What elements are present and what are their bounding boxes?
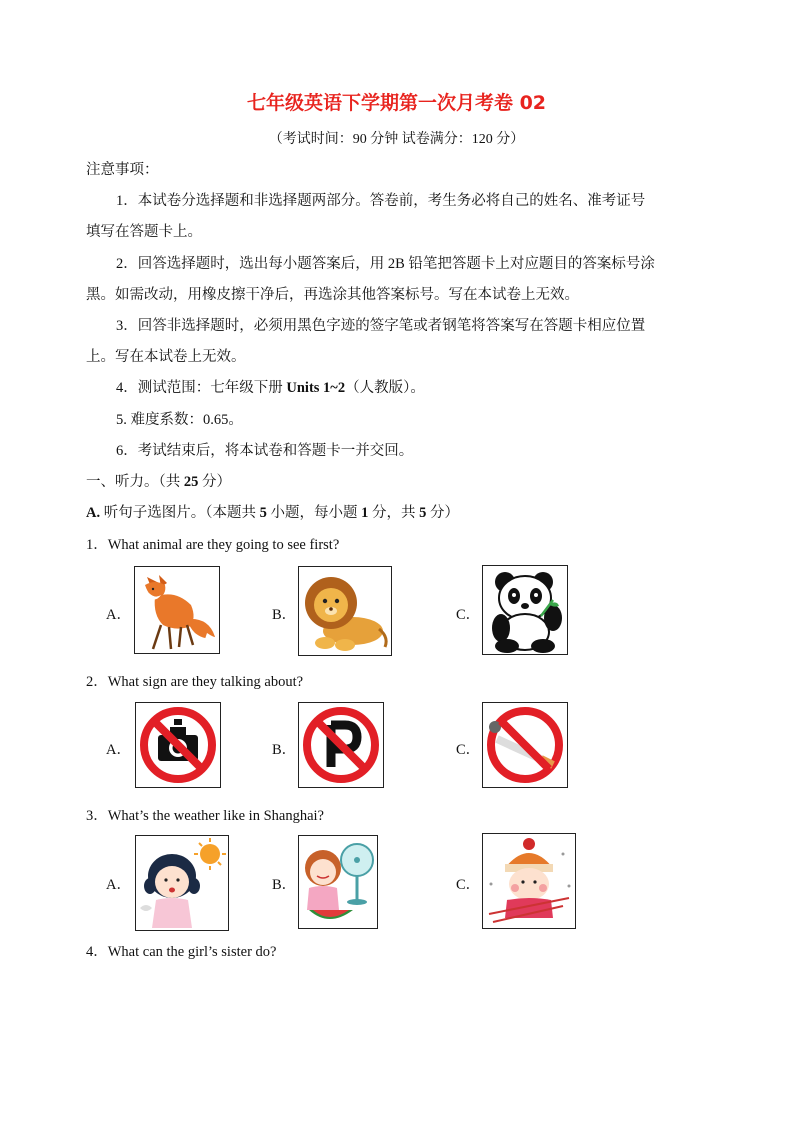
- note-4-units: Units 1~2: [286, 380, 346, 396]
- page-title: 七年级英语下学期第一次月考卷 02: [246, 92, 547, 114]
- q1-option-b[interactable]: B．: [272, 607, 297, 623]
- note-1a: 1．本试卷分选择题和非选择题两部分。答卷前，考生务必将自己的姓名、准考证号: [116, 193, 646, 209]
- notes-heading: 注意事项：: [86, 162, 159, 178]
- part-a-each: 1: [361, 505, 369, 521]
- part-a-heading: [86, 503, 459, 523]
- note-2b: 黑。如需改动，用橡皮擦干净后，再选涂其他答案标号。写在本试卷上无效。: [86, 287, 579, 303]
- section-heading-pre: 一、听力。（共: [86, 474, 184, 490]
- section-heading-score: 25: [183, 474, 199, 490]
- question-4: 4．What can the girl’s sister do?: [86, 944, 277, 960]
- hot-girl-sun-icon[interactable]: [135, 835, 229, 931]
- note-6: 6．考试结束后，将本试卷和答题卡一并交回。: [116, 443, 414, 459]
- q2-option-a[interactable]: A．: [106, 742, 131, 758]
- note-4: [116, 378, 425, 398]
- part-a-count: 5: [259, 505, 267, 521]
- part-a-total: 5: [419, 505, 427, 521]
- note-1b: 填写在答题卡上。: [86, 224, 202, 240]
- q3-option-a[interactable]: A．: [106, 877, 131, 893]
- girl-cold-snow-icon[interactable]: [482, 833, 576, 929]
- note-5: 5. 难度系数：0.65。: [116, 412, 243, 428]
- girl-fan-watermelon-icon[interactable]: [298, 835, 378, 929]
- panda-icon[interactable]: [482, 565, 568, 655]
- exam-info: （考试时间：90 分钟 试卷满分：120 分）: [268, 132, 525, 147]
- no-parking-sign-icon[interactable]: [298, 702, 384, 788]
- q3-option-c[interactable]: C．: [456, 877, 481, 893]
- part-a-text: 听句子选图片。（本题共: [100, 505, 260, 521]
- part-a-mid2: 分，共: [368, 505, 420, 521]
- question-3: 3．What’s the weather like in Shanghai?: [86, 808, 324, 824]
- note-4-pre: 4．测试范围：七年级下册: [116, 380, 287, 396]
- q3-option-b[interactable]: B．: [272, 877, 297, 893]
- note-3b: 上。写在本试卷上无效。: [86, 349, 246, 365]
- note-4-post: （人教版）。: [345, 380, 425, 396]
- part-a-end: 分）: [426, 505, 459, 521]
- no-camera-sign-icon[interactable]: [135, 702, 221, 788]
- q1-option-a[interactable]: A．: [106, 607, 131, 623]
- question-1: 1．What animal are they going to see first?: [86, 537, 340, 553]
- fox-icon[interactable]: [134, 566, 220, 654]
- section-heading: [86, 472, 231, 492]
- question-2: 2．What sign are they talking about?: [86, 674, 304, 690]
- lion-icon[interactable]: [298, 566, 392, 656]
- part-a-label: A.: [86, 505, 101, 521]
- no-smoking-sign-icon[interactable]: [482, 702, 568, 788]
- note-2a: 2．回答选择题时，选出每小题答案后，用 2B 铅笔把答题卡上对应题目的答案标号涂: [116, 256, 655, 272]
- q2-option-c[interactable]: C．: [456, 742, 481, 758]
- note-3a: 3．回答非选择题时，必须用黑色字迹的签字笔或者钢笔将答案写在答题卡相应位置: [116, 318, 646, 334]
- part-a-mid1: 小题，每小题: [266, 505, 362, 521]
- section-heading-post: 分）: [198, 474, 231, 490]
- q2-option-b[interactable]: B．: [272, 742, 297, 758]
- q1-option-c[interactable]: C．: [456, 607, 481, 623]
